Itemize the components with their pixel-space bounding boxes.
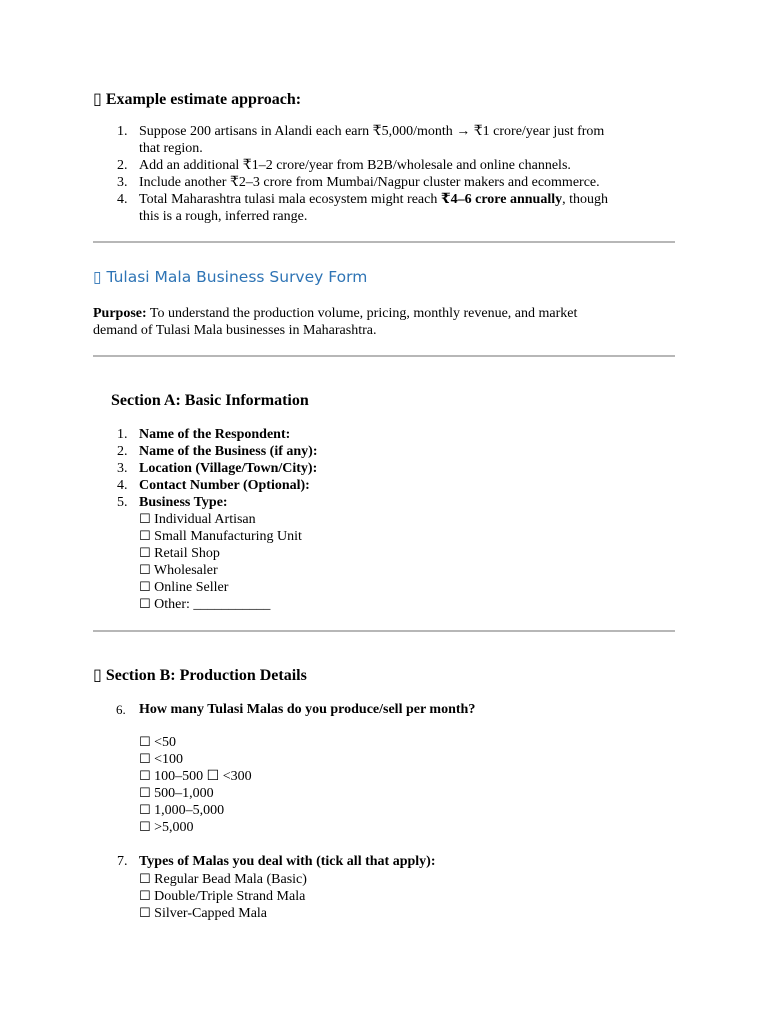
list-item: 2. Add an additional ₹1–2 crore/year from B2B/wholesale and online channels. (117, 158, 571, 173)
checkbox-icon[interactable]: ☐ (139, 512, 151, 527)
checkbox-icon[interactable]: ☐ (139, 546, 151, 561)
checkbox-icon[interactable]: ☐ (139, 906, 151, 921)
checkbox-option[interactable]: ☐ Silver-Capped Mala (139, 906, 268, 921)
field-label: Name of the Business (if any): (139, 444, 318, 459)
checkbox-icon[interactable]: ☐ (139, 597, 151, 612)
checkbox-icon[interactable]: ☐ (139, 889, 151, 904)
section-a-list (93, 426, 693, 511)
missing-glyph-icon: ▯ (93, 268, 102, 286)
list-item: 1. Suppose 200 artisans in Alandi each earn ₹5,000/month → ₹1 crore/year just from that region. (117, 124, 605, 156)
checkbox-option[interactable]: ☐ Wholesaler (139, 563, 218, 578)
divider (93, 241, 675, 243)
checkbox-option[interactable]: ☐ Regular Bead Mala (Basic) (139, 872, 307, 887)
checkbox-icon[interactable]: ☐ (139, 529, 151, 544)
checkbox-option[interactable]: ☐ 1,000–5,000 (139, 803, 225, 818)
checkbox-option[interactable]: ☐ <50 (139, 735, 177, 750)
checkbox-icon[interactable]: ☐ (139, 580, 151, 595)
checkbox-option[interactable]: ☐ Online Seller (139, 580, 229, 595)
field-label: Name of the Respondent: (139, 427, 291, 442)
section-a-heading: Section A: Basic Information (111, 392, 309, 409)
question-6: How many Tulasi Malas do you produce/sell per month? (139, 702, 476, 717)
missing-glyph-icon: ▯ (93, 667, 102, 684)
checkbox-option[interactable]: ☐ 100–500 ☐ <300 (139, 769, 252, 784)
checkbox-icon[interactable]: ☐ (139, 735, 151, 750)
example-heading: ▯ Example estimate approach: (93, 91, 302, 108)
checkbox-option[interactable]: ☐ Other: ___________ (139, 597, 271, 612)
checkbox-option[interactable]: ☐ Small Manufacturing Unit (139, 529, 302, 544)
missing-glyph-icon: ▯ (93, 91, 102, 108)
checkbox-option[interactable]: ☐ Double/Triple Strand Mala (139, 889, 306, 904)
list-item: 2. Name of the Business (if any): (117, 444, 318, 459)
checkbox-icon[interactable]: ☐ (139, 872, 151, 887)
section-b-heading: ▯ Section B: Production Details (93, 667, 307, 684)
purpose-paragraph: Purpose: To understand the production volume, pricing, monthly revenue, and market demand of Tulasi Mala businesses in Maharashtra. (93, 306, 578, 338)
example-list (93, 123, 693, 225)
question-7: Types of Malas you deal with (tick all that apply): (139, 854, 436, 869)
checkbox-icon[interactable]: ☐ (139, 769, 151, 784)
list-item: 1. Name of the Respondent: (117, 427, 291, 442)
list-item: 3. Location (Village/Town/City): (117, 461, 318, 476)
document-page: ▯ Example estimate approach: 1. Suppose 200 artisans in Alandi each earn ₹5,000/month → ₹1 crore/year just from that region. 2. Add an additional ₹1–2 crore/year from B2B/wholesale and online channels. 3. Include another ₹2–3 crore from Mumbai/Nagpur cluster makers and ecommerce. 4. Total Maharashtra tulasi mala ecosystem might reach ₹4–6 crore annually, though this is a rough, inferred range. ▯ Tulasi Mala Business Survey Form Purpose: To understand the production volume, pricing, monthly revenue, and market demand of Tulasi Mala businesses in Maharashtra. Section A: Basic Information 1. Name of the Respondent: 2. Name of the Business (if any): 3. Location (Village/Town/City): 4. Contact Number (Optional): 5. Business Type: ☐ Individual Artisan ☐ Small Manufacturing Unit ☐ Retail Shop ☐ Wholesaler ☐ Online Seller ☐ Other: ___________ ▯ Section B: Production Details 6. How many Tulasi Malas do you produce/sell per month? ☐ <50 ☐ <100 ☐ 100–500 ☐ <300 ☐ 500–1,000 ☐ 1,000–5,000 ☐ >5,000 7. Types of Malas you deal with (tick all that apply): ☐ Regular Bead Mala (Basic) ☐ Double/Triple Strand Mala ☐ Silver-Capped Mala (0, 0, 768, 1024)
checkbox-option[interactable]: ☐ >5,000 (139, 820, 194, 835)
checkbox-option[interactable]: ☐ Retail Shop (139, 546, 220, 561)
checkbox-icon[interactable]: ☐ (139, 820, 151, 835)
business-type-options (139, 511, 302, 613)
list-item: 4. Total Maharashtra tulasi mala ecosystem might reach ₹4–6 crore annually, though this is a rough, inferred range. (117, 192, 608, 224)
checkbox-icon[interactable]: ☐ (139, 563, 151, 578)
field-label: Contact Number (Optional): (139, 478, 310, 493)
checkbox-option[interactable]: ☐ <100 (139, 752, 184, 767)
list-item: 3. Include another ₹2–3 crore from Mumbai/Nagpur cluster makers and ecommerce. (117, 175, 600, 190)
field-label: Business Type: (139, 495, 228, 510)
checkbox-option[interactable]: ☐ Individual Artisan (139, 512, 256, 527)
checkbox-option[interactable]: ☐ 500–1,000 (139, 786, 214, 801)
list-item: 5. Business Type: (117, 495, 228, 510)
form-title: ▯ Tulasi Mala Business Survey Form (93, 268, 368, 286)
checkbox-icon[interactable]: ☐ (139, 786, 151, 801)
field-label: Location (Village/Town/City): (139, 461, 318, 476)
checkbox-icon[interactable]: ☐ (139, 752, 151, 767)
divider (93, 630, 675, 632)
list-item: 4. Contact Number (Optional): (117, 478, 310, 493)
checkbox-icon[interactable]: ☐ (139, 803, 151, 818)
q7-options (139, 871, 307, 922)
divider (93, 355, 675, 357)
q6-options (139, 734, 252, 836)
